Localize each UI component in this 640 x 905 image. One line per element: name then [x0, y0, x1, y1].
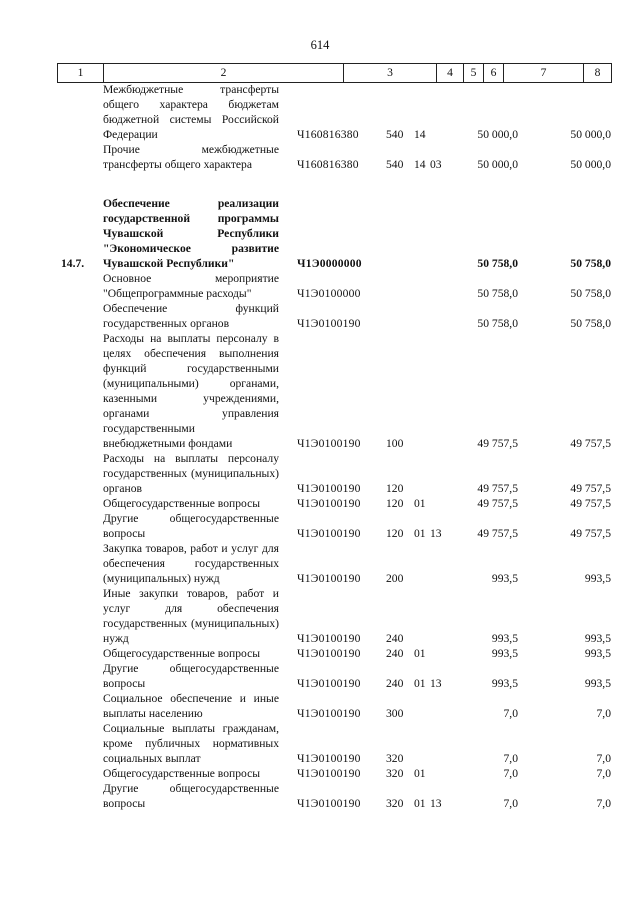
row-name: Социальные выплаты гражданам, кроме публичных нормативных социальных выплат — [103, 722, 279, 765]
row-subsection: 13 — [430, 797, 442, 810]
column-header-7: 7 — [503, 64, 583, 82]
table-row — [0, 691, 640, 721]
row-value-col8: 50 000,0 — [570, 158, 611, 171]
table-row — [0, 646, 640, 661]
row-value-col7: 7,0 — [503, 752, 518, 765]
row-section: 01 — [414, 647, 426, 660]
row-name: Прочие межбюджетные трансферты общего характера — [103, 143, 279, 171]
row-section: 01 — [414, 767, 426, 780]
row-value-col7: 993,5 — [491, 647, 518, 660]
row-value-col8: 49 757,5 — [570, 482, 611, 495]
row-name: Социальное обеспечение и иные выплаты населению — [103, 692, 279, 720]
row-value-col8: 49 757,5 — [570, 527, 611, 540]
row-value-col7: 50 758,0 — [477, 287, 518, 300]
row-expense-type: 100 — [386, 437, 404, 450]
row-value-col8: 49 757,5 — [570, 497, 611, 510]
table-row — [0, 721, 640, 766]
table-row — [0, 496, 640, 511]
column-header-3: 3 — [343, 64, 436, 82]
row-value-col7: 993,5 — [491, 632, 518, 645]
row-code: Ч1Э0100190 — [297, 797, 361, 810]
row-code: Ч1Э0100190 — [297, 497, 361, 510]
row-code: Ч1Э0100190 — [297, 677, 361, 690]
row-expense-type: 240 — [386, 677, 404, 690]
row-value-col7: 50 000,0 — [477, 128, 518, 141]
row-expense-type: 240 — [386, 632, 404, 645]
page-number: 614 — [310, 38, 330, 52]
row-expense-type: 540 — [386, 128, 404, 141]
row-expense-type: 320 — [386, 767, 404, 780]
table-row — [0, 781, 640, 811]
row-name: Расходы на выплаты персоналу государственных (муниципальных) органов — [103, 452, 279, 495]
column-header-2: 2 — [103, 64, 343, 82]
row-name: Обеспечение реализации государственной программы Чувашской Республики "Экономическое развитие Чувашской Республики" — [103, 197, 279, 270]
table-row — [0, 661, 640, 691]
row-code: Ч1Э0100190 — [297, 317, 361, 330]
row-value-col7: 49 757,5 — [477, 527, 518, 540]
row-expense-type: 120 — [386, 497, 404, 510]
table-row — [0, 586, 640, 646]
row-expense-type: 120 — [386, 482, 404, 495]
row-code: Ч160816380 — [297, 128, 359, 141]
row-expense-type: 120 — [386, 527, 404, 540]
row-code: Ч1Э0000000 — [297, 257, 362, 270]
row-section: 14 — [414, 158, 426, 171]
row-code: Ч1Э0100000 — [297, 287, 361, 300]
column-header-4: 4 — [436, 64, 463, 82]
row-code: Ч1Э0100190 — [297, 632, 361, 645]
row-value-col7: 7,0 — [503, 797, 518, 810]
row-value-col8: 7,0 — [596, 707, 611, 720]
row-value-col8: 993,5 — [584, 677, 611, 690]
column-header-1: 1 — [57, 64, 103, 82]
row-value-col7: 7,0 — [503, 767, 518, 780]
row-code: Ч1Э0100190 — [297, 647, 361, 660]
table-row — [0, 196, 640, 271]
row-value-col7: 49 757,5 — [477, 437, 518, 450]
table-row — [0, 142, 640, 172]
table-row — [0, 301, 640, 331]
row-name: Другие общегосударственные вопросы — [103, 782, 279, 810]
row-name: Иные закупки товаров, работ и услуг для обеспечения государственных (муниципальных) нужд — [103, 587, 279, 645]
row-section: 01 — [414, 527, 426, 540]
table-row — [0, 331, 640, 451]
row-value-col8: 7,0 — [596, 752, 611, 765]
row-code: Ч1Э0100190 — [297, 572, 361, 585]
row-name: Обеспечение функций государственных органов — [103, 302, 279, 330]
row-code: Ч1Э0100190 — [297, 752, 361, 765]
row-value-col8: 50 758,0 — [570, 287, 611, 300]
row-expense-type: 200 — [386, 572, 404, 585]
row-expense-type: 540 — [386, 158, 404, 171]
row-value-col7: 49 757,5 — [477, 497, 518, 510]
row-value-col8: 50 758,0 — [570, 317, 611, 330]
row-section: 01 — [414, 677, 426, 690]
row-name: Закупка товаров, работ и услуг для обеспечения государственных (муниципальных) нужд — [103, 542, 279, 585]
row-name: Общегосударственные вопросы — [103, 647, 261, 660]
row-value-col8: 993,5 — [584, 632, 611, 645]
row-code: Ч1Э0100190 — [297, 527, 361, 540]
row-value-col8: 7,0 — [596, 797, 611, 810]
row-subsection: 13 — [430, 527, 442, 540]
row-value-col8: 50 758,0 — [570, 257, 611, 270]
row-code: Ч1Э0100190 — [297, 482, 361, 495]
row-code: Ч1Э0100190 — [297, 707, 361, 720]
row-code: Ч1Э0100190 — [297, 437, 361, 450]
row-section: 01 — [414, 497, 426, 510]
row-name: Другие общегосударственные вопросы — [103, 662, 279, 690]
row-expense-type: 320 — [386, 752, 404, 765]
column-header-5: 5 — [463, 64, 483, 82]
row-value-col7: 50 758,0 — [477, 317, 518, 330]
row-value-col7: 50 758,0 — [477, 257, 518, 270]
table-header-row — [57, 63, 612, 83]
table-row — [0, 82, 640, 142]
row-code: Ч1Э0100190 — [297, 767, 361, 780]
row-value-col8: 993,5 — [584, 647, 611, 660]
row-code: Ч160816380 — [297, 158, 359, 171]
row-name: Расходы на выплаты персоналу в целях обеспечения выполнения функций государственными (муниципальными) органами, казенными учреждениями, органами управления государственными внебюджетными фондами — [103, 332, 279, 450]
table-row — [0, 766, 640, 781]
table-row — [0, 511, 640, 541]
row-name: Общегосударственные вопросы — [103, 497, 261, 510]
row-value-col7: 7,0 — [503, 707, 518, 720]
row-subsection: 13 — [430, 677, 442, 690]
row-name: Основное мероприятие "Общепрограммные расходы" — [103, 272, 279, 300]
row-value-col8: 49 757,5 — [570, 437, 611, 450]
table-row — [0, 541, 640, 586]
row-expense-type: 320 — [386, 797, 404, 810]
column-header-8: 8 — [583, 64, 612, 82]
row-name: Межбюджетные трансферты общего характера бюджетам бюджетной системы Российской Федерации — [103, 83, 279, 141]
table-row — [0, 451, 640, 496]
row-value-col8: 50 000,0 — [570, 128, 611, 141]
row-value-col7: 993,5 — [491, 677, 518, 690]
row-value-col7: 50 000,0 — [477, 158, 518, 171]
row-value-col8: 993,5 — [584, 572, 611, 585]
row-name: Общегосударственные вопросы — [103, 767, 261, 780]
budget-table-body — [0, 82, 640, 811]
table-row — [0, 271, 640, 301]
row-expense-type: 300 — [386, 707, 404, 720]
row-section: 01 — [414, 797, 426, 810]
row-number: 14.7. — [61, 257, 85, 270]
row-value-col7: 49 757,5 — [477, 482, 518, 495]
row-name: Другие общегосударственные вопросы — [103, 512, 279, 540]
row-subsection: 03 — [430, 158, 442, 171]
row-expense-type: 240 — [386, 647, 404, 660]
column-header-6: 6 — [483, 64, 503, 82]
row-value-col7: 993,5 — [491, 572, 518, 585]
row-value-col8: 7,0 — [596, 767, 611, 780]
row-section: 14 — [414, 128, 426, 141]
